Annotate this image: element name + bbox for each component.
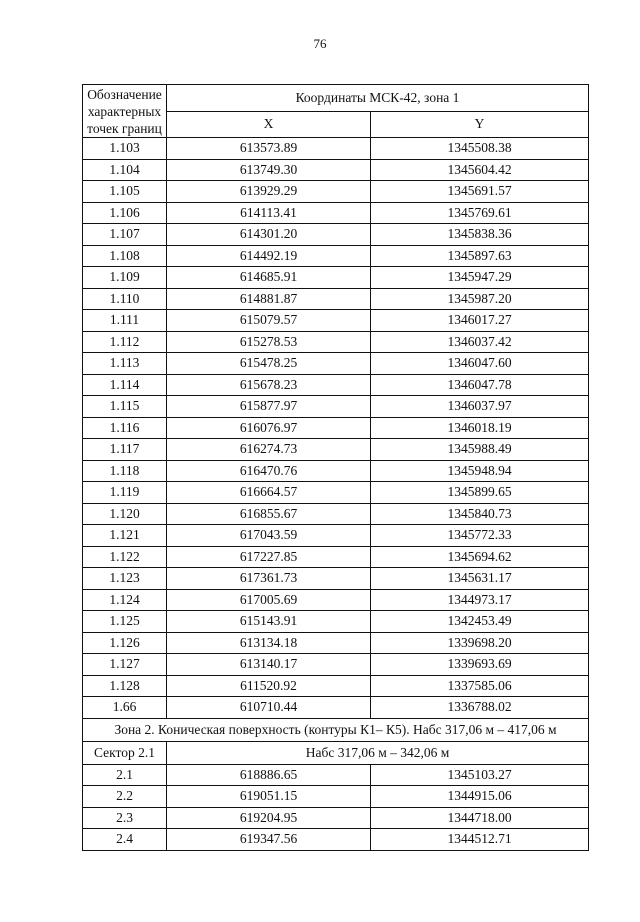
y-cell: 1339693.69 — [371, 654, 589, 676]
y-cell: 1336788.02 — [371, 697, 589, 719]
table-row — [83, 786, 589, 808]
x-cell: 616076.97 — [167, 417, 371, 439]
point-cell: 1.113 — [83, 353, 167, 375]
table-row — [83, 202, 589, 224]
point-cell: 2.4 — [83, 829, 167, 851]
table-row — [83, 138, 589, 160]
x-cell: 616855.67 — [167, 503, 371, 525]
point-cell: 1.108 — [83, 245, 167, 267]
x-cell: 617005.69 — [167, 589, 371, 611]
table-row — [83, 482, 589, 504]
x-column-header: X — [167, 111, 371, 138]
x-cell: 614685.91 — [167, 267, 371, 289]
table-row — [83, 374, 589, 396]
x-cell: 616664.57 — [167, 482, 371, 504]
designation-header — [83, 85, 167, 138]
table-row — [83, 181, 589, 203]
table-row — [83, 396, 589, 418]
y-cell: 1344973.17 — [371, 589, 589, 611]
point-cell: 1.111 — [83, 310, 167, 332]
y-cell: 1345772.33 — [371, 525, 589, 547]
x-cell: 615278.53 — [167, 331, 371, 353]
point-cell: 1.106 — [83, 202, 167, 224]
table-row — [83, 439, 589, 461]
table-row — [83, 460, 589, 482]
y-cell: 1346017.27 — [371, 310, 589, 332]
y-cell: 1346037.42 — [371, 331, 589, 353]
point-cell: 1.126 — [83, 632, 167, 654]
y-cell: 1345604.42 — [371, 159, 589, 181]
table-row — [83, 611, 589, 633]
x-cell: 614301.20 — [167, 224, 371, 246]
y-cell: 1344915.06 — [371, 786, 589, 808]
zone-row — [83, 718, 589, 741]
point-cell: 1.114 — [83, 374, 167, 396]
designation-header-line: Обозначение — [87, 87, 162, 102]
point-cell: 1.118 — [83, 460, 167, 482]
point-cell: 1.116 — [83, 417, 167, 439]
table-header-row — [83, 85, 589, 112]
y-cell: 1345987.20 — [371, 288, 589, 310]
point-cell: 1.119 — [83, 482, 167, 504]
y-cell: 1345631.17 — [371, 568, 589, 590]
y-cell: 1345988.49 — [371, 439, 589, 461]
x-cell: 616274.73 — [167, 439, 371, 461]
x-cell: 613749.30 — [167, 159, 371, 181]
y-cell: 1346018.19 — [371, 417, 589, 439]
x-cell: 617043.59 — [167, 525, 371, 547]
sector-label: Сектор 2.1 — [83, 741, 167, 764]
y-cell: 1346047.60 — [371, 353, 589, 375]
x-cell: 615877.97 — [167, 396, 371, 418]
table-row — [83, 267, 589, 289]
y-cell: 1346037.97 — [371, 396, 589, 418]
table-row — [83, 654, 589, 676]
x-cell: 617227.85 — [167, 546, 371, 568]
point-cell: 1.122 — [83, 546, 167, 568]
y-cell: 1342453.49 — [371, 611, 589, 633]
x-cell: 619347.56 — [167, 829, 371, 851]
coordinates-header: Координаты МСК-42, зона 1 — [167, 85, 589, 112]
table-row — [83, 764, 589, 786]
y-cell: 1345948.94 — [371, 460, 589, 482]
table-row — [83, 697, 589, 719]
table-row — [83, 829, 589, 851]
point-cell: 1.107 — [83, 224, 167, 246]
table-row — [83, 568, 589, 590]
y-cell: 1345947.29 — [371, 267, 589, 289]
table-row — [83, 675, 589, 697]
y-cell: 1346047.78 — [371, 374, 589, 396]
table-row — [83, 245, 589, 267]
point-cell: 1.120 — [83, 503, 167, 525]
x-cell: 615079.57 — [167, 310, 371, 332]
point-cell: 1.127 — [83, 654, 167, 676]
point-cell: 1.109 — [83, 267, 167, 289]
point-cell: 1.110 — [83, 288, 167, 310]
y-cell: 1345769.61 — [371, 202, 589, 224]
y-cell: 1345508.38 — [371, 138, 589, 160]
x-cell: 613140.17 — [167, 654, 371, 676]
point-cell: 1.112 — [83, 331, 167, 353]
point-cell: 1.103 — [83, 138, 167, 160]
y-cell: 1345691.57 — [371, 181, 589, 203]
point-cell: 1.66 — [83, 697, 167, 719]
page-number: 76 — [313, 36, 327, 51]
point-cell: 1.128 — [83, 675, 167, 697]
point-cell: 1.124 — [83, 589, 167, 611]
table-row — [83, 503, 589, 525]
table-row — [83, 525, 589, 547]
point-cell: 1.125 — [83, 611, 167, 633]
point-cell: 1.117 — [83, 439, 167, 461]
point-cell: 1.123 — [83, 568, 167, 590]
table-row — [83, 546, 589, 568]
zone-title: Зона 2. Коническая поверхность (контуры К1– К5). Набс 317,06 м – 417,06 м — [83, 718, 589, 741]
y-cell: 1345103.27 — [371, 764, 589, 786]
x-cell: 616470.76 — [167, 460, 371, 482]
y-cell: 1345840.73 — [371, 503, 589, 525]
x-cell: 617361.73 — [167, 568, 371, 590]
x-cell: 618886.65 — [167, 764, 371, 786]
x-cell: 610710.44 — [167, 697, 371, 719]
point-cell: 1.104 — [83, 159, 167, 181]
main-rows — [83, 138, 589, 719]
x-cell: 614113.41 — [167, 202, 371, 224]
sector-row — [83, 741, 589, 764]
table-row — [83, 353, 589, 375]
point-cell: 2.2 — [83, 786, 167, 808]
table-row — [83, 288, 589, 310]
y-cell: 1345899.65 — [371, 482, 589, 504]
sector-range: Набс 317,06 м – 342,06 м — [167, 741, 589, 764]
y-cell: 1339698.20 — [371, 632, 589, 654]
x-cell: 613929.29 — [167, 181, 371, 203]
x-cell: 615143.91 — [167, 611, 371, 633]
y-column-header: Y — [371, 111, 589, 138]
table-row — [83, 632, 589, 654]
x-cell: 614492.19 — [167, 245, 371, 267]
y-cell: 1345838.36 — [371, 224, 589, 246]
table-row — [83, 589, 589, 611]
point-cell: 1.121 — [83, 525, 167, 547]
y-cell: 1344718.00 — [371, 807, 589, 829]
designation-header-line: точек границ — [87, 121, 162, 136]
table-row — [83, 331, 589, 353]
y-cell: 1337585.06 — [371, 675, 589, 697]
point-cell: 1.105 — [83, 181, 167, 203]
table-row — [83, 310, 589, 332]
designation-header-line: характерных — [87, 104, 162, 119]
x-cell: 615678.23 — [167, 374, 371, 396]
y-cell: 1345694.62 — [371, 546, 589, 568]
point-cell: 2.1 — [83, 764, 167, 786]
point-cell: 1.115 — [83, 396, 167, 418]
x-cell: 614881.87 — [167, 288, 371, 310]
x-cell: 613573.89 — [167, 138, 371, 160]
x-cell: 613134.18 — [167, 632, 371, 654]
table-row — [83, 417, 589, 439]
y-cell: 1344512.71 — [371, 829, 589, 851]
point-cell: 2.3 — [83, 807, 167, 829]
x-cell: 619204.95 — [167, 807, 371, 829]
sector-rows — [83, 764, 589, 850]
table-row — [83, 159, 589, 181]
table-row — [83, 807, 589, 829]
x-cell: 615478.25 — [167, 353, 371, 375]
coordinates-table — [82, 84, 589, 851]
x-cell: 611520.92 — [167, 675, 371, 697]
table-row — [83, 224, 589, 246]
y-cell: 1345897.63 — [371, 245, 589, 267]
x-cell: 619051.15 — [167, 786, 371, 808]
